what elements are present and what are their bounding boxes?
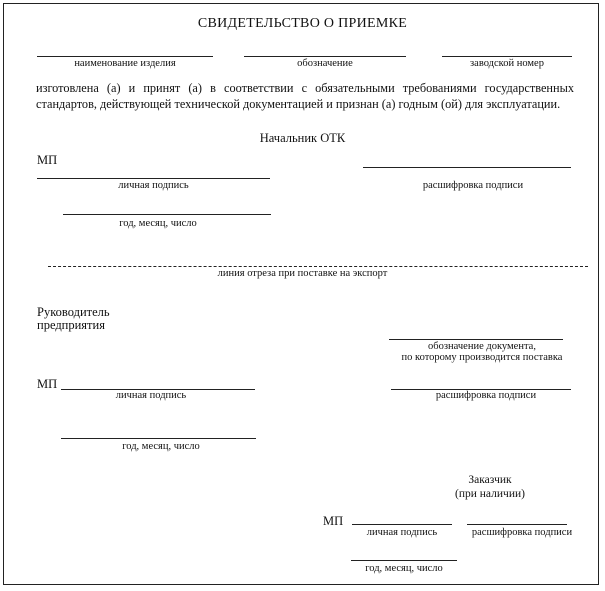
otk-signature-caption: личная подпись <box>118 180 189 191</box>
designation-line <box>244 56 406 57</box>
enterprise-head-label-2: предприятия <box>37 318 105 332</box>
otk-head-label: Начальник ОТК <box>259 131 346 145</box>
acceptance-statement: изготовлена (а) и принят (а) в соответствии с обязательными требованиями государственных стандартов, действующей технической документацией и признан (а) годным (ой) для эксплуатации. <box>36 81 574 111</box>
otk-decoding-line <box>363 167 571 168</box>
enterprise-head-label-1: Руководитель <box>37 305 110 319</box>
enterprise-date-caption: год, месяц, число <box>122 441 200 452</box>
customer-date-caption: год, месяц, число <box>365 563 443 574</box>
enterprise-signature-caption: личная подпись <box>115 390 187 401</box>
page-title: СВИДЕТЕЛЬСТВО О ПРИЕМКЕ <box>197 16 408 31</box>
serial-number-line <box>442 56 572 57</box>
doc-caption-1: обозначение документа, <box>428 341 536 352</box>
doc-designation-line <box>389 339 563 340</box>
customer-signature-line <box>352 524 452 525</box>
customer-decoding-caption: расшифровка подписи <box>471 527 573 538</box>
serial-number-caption: заводской номер <box>470 58 544 69</box>
enterprise-decoding-caption: расшифровка подписи <box>435 390 537 401</box>
cut-line <box>48 266 588 267</box>
product-name-line <box>37 56 213 57</box>
customer-note: (при наличии) <box>455 488 525 500</box>
customer-label: Заказчик <box>468 474 512 486</box>
customer-date-line <box>351 560 457 561</box>
otk-decoding-caption: расшифровка подписи <box>422 180 524 191</box>
otk-date-caption: год, месяц, число <box>119 218 197 229</box>
customer-signature-caption: личная подпись <box>366 527 438 538</box>
customer-decoding-line <box>467 524 567 525</box>
customer-mp-label: МП <box>323 514 344 528</box>
product-name-caption: наименование изделия <box>74 58 176 69</box>
otk-signature-line <box>37 178 270 179</box>
enterprise-date-line <box>61 438 256 439</box>
enterprise-mp-label: МП <box>37 377 58 391</box>
cut-line-text: линия отреза при поставке на экспорт <box>214 268 392 279</box>
designation-caption: обозначение <box>297 58 353 69</box>
otk-mp-label: МП <box>37 153 58 167</box>
cut-line-label <box>0 268 605 279</box>
doc-caption-2: по которому производится поставка <box>401 352 563 363</box>
otk-date-line <box>63 214 271 215</box>
